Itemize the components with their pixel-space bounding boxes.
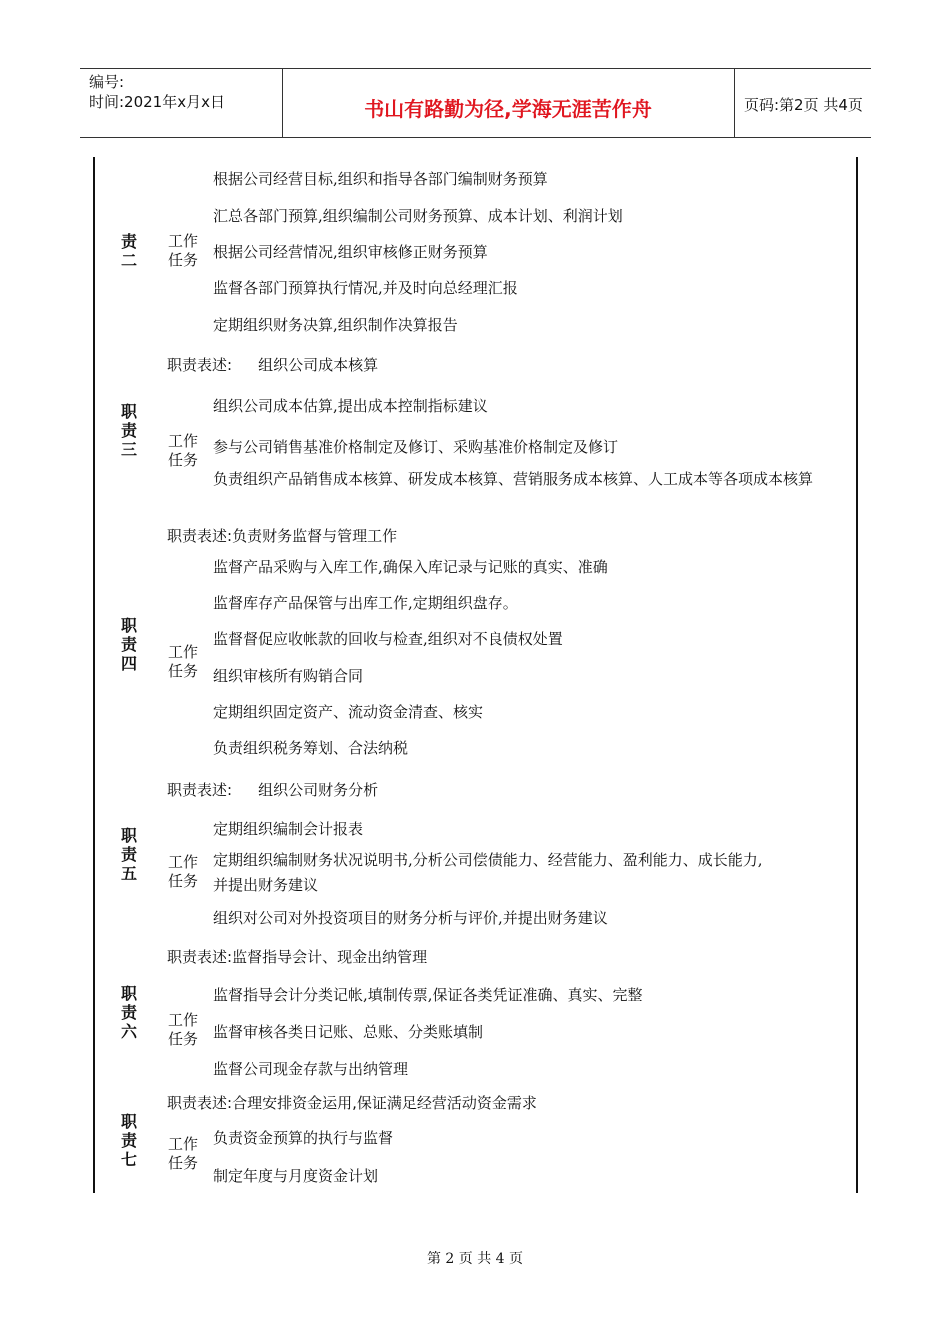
task-item: 定期组织编制财务状况说明书,分析公司偿债能力、经营能力、盈利能力、成长能力,: [213, 851, 763, 869]
task-item: 定期组织财务决算,组织制作决算报告: [213, 316, 458, 334]
task-item: 监督库存产品保管与出库工作,定期组织盘存。: [213, 594, 518, 612]
task-item: 并提出财务建议: [213, 876, 319, 894]
page-footer: 第 2 页 共 4 页: [426, 1251, 524, 1267]
document-date: 时间:2021年x月x日: [89, 93, 225, 111]
section-label-r3: 职 责 三: [120, 402, 137, 459]
task-item: 根据公司经营目标,组织和指导各部门编制财务预算: [213, 170, 548, 188]
task-item: 根据公司经营情况,组织审核修正财务预算: [213, 243, 488, 261]
task-item: 参与公司销售基准价格制定及修订、采购基准价格制定及修订: [213, 438, 619, 456]
task-item: 定期组织固定资产、流动资金清查、核实: [213, 703, 484, 721]
work-tasks-label-r5: 工作 任务: [168, 853, 199, 890]
section-label-r6: 职 责 六: [120, 984, 137, 1041]
work-tasks-label-r3: 工作 任务: [168, 432, 199, 469]
task-item: 监督各部门预算执行情况,并及时向总经理汇报: [213, 279, 518, 297]
header-meta-cell: [80, 69, 283, 137]
work-tasks-label-r4: 工作 任务: [168, 643, 199, 680]
section-label-r5: 职 责 五: [120, 826, 137, 883]
task-item: 监督审核各类日记账、总账、分类账填制: [213, 1023, 484, 1041]
section-label-r7: 职 责 七: [120, 1112, 137, 1169]
task-item: 组织审核所有购销合同: [213, 667, 364, 685]
task-item: 组织公司成本估算,提出成本控制指标建议: [213, 397, 488, 415]
task-item: 负责组织税务筹划、合法纳税: [213, 739, 409, 757]
table-left-border: [93, 157, 95, 1193]
task-item: 制定年度与月度资金计划: [213, 1167, 379, 1185]
duty-description-r5: 职责表述: 组织公司财务分析: [167, 781, 379, 799]
header-page-cell: [734, 69, 871, 137]
duty-description-r4: 职责表述:负责财务监督与管理工作: [167, 527, 398, 545]
work-tasks-label-r6: 工作 任务: [168, 1011, 199, 1048]
task-item: 监督公司现金存款与出纳管理: [213, 1060, 409, 1078]
page-header: [80, 68, 871, 138]
document-number-label: 编号:: [89, 73, 125, 91]
task-item: 监督产品采购与入库工作,确保入库记录与记账的真实、准确: [213, 558, 608, 576]
task-item: 定期组织编制会计报表: [213, 820, 364, 838]
header-motto-cell: [282, 69, 735, 137]
section-label-r4: 职 责 四: [120, 616, 137, 673]
duty-description-r7: 职责表述:合理安排资金运用,保证满足经营活动资金需求: [167, 1094, 537, 1112]
work-tasks-label-r7: 工作 任务: [168, 1135, 199, 1172]
duty-description-r3: 职责表述: 组织公司成本核算: [167, 356, 379, 374]
task-item: 负责组织产品销售成本核算、研发成本核算、营销服务成本核算、人工成本等各项成本核算: [213, 470, 814, 488]
task-item: 组织对公司对外投资项目的财务分析与评价,并提出财务建议: [213, 909, 608, 927]
section-label-r2: 责 二: [120, 232, 137, 270]
task-item: 负责资金预算的执行与监督: [213, 1129, 394, 1147]
task-item: 汇总各部门预算,组织编制公司财务预算、成本计划、利润计划: [213, 207, 623, 225]
work-tasks-label-r2: 工作 任务: [168, 232, 199, 269]
duty-description-r6: 职责表述:监督指导会计、现金出纳管理: [167, 948, 428, 966]
header-motto: 书山有路勤为径,学海无涯苦作舟: [364, 97, 652, 121]
task-item: 监督指导会计分类记帐,填制传票,保证各类凭证准确、真实、完整: [213, 986, 643, 1004]
table-right-border: [856, 157, 858, 1193]
header-page-info: 页码:第2页 共4页: [744, 96, 863, 114]
task-item: 监督督促应收帐款的回收与检查,组织对不良债权处置: [213, 630, 563, 648]
